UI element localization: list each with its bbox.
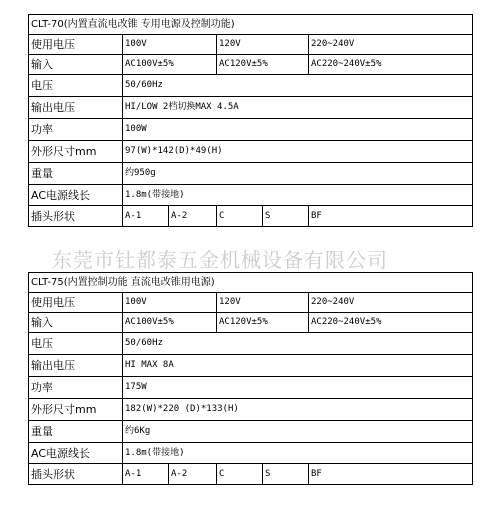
- voltage-cell: 100V: [123, 293, 217, 313]
- frequency-label: 电压: [29, 333, 123, 355]
- plug-cell: BF: [309, 464, 473, 485]
- company-watermark: 东莞市钍都泰五金机械设备有限公司: [52, 248, 388, 272]
- frequency-value: 50/60Hz: [123, 75, 473, 97]
- output-label: 输出电压: [29, 355, 123, 377]
- input-cell: AC100V±5%: [123, 313, 217, 333]
- table-title: CLT-75(内置控制功能 直流电改锥用电源): [29, 273, 473, 293]
- weight-label: 重量: [29, 421, 123, 443]
- voltage-cell: 220~240V: [309, 35, 473, 55]
- plug-cell: S: [263, 464, 309, 485]
- plug-cell: BF: [309, 206, 473, 227]
- spec-table-clt-70: [28, 14, 473, 227]
- input-cell: AC100V±5%: [123, 55, 217, 75]
- power-label: 功率: [29, 377, 123, 399]
- table-title: CLT-70(内置直流电改锥 专用电源及控制功能): [29, 15, 473, 35]
- input-label: 输入: [29, 313, 123, 333]
- size-label: 外形尺寸mm: [29, 399, 123, 421]
- plug-label: 插头形状: [29, 206, 123, 227]
- plug-cell: A-2: [169, 206, 217, 227]
- plug-cell: C: [217, 206, 263, 227]
- input-cell: AC120V±5%: [217, 55, 309, 75]
- size-value: 97(W)*142(D)*49(H): [123, 141, 473, 163]
- weight-value: 约950g: [123, 163, 473, 185]
- cable-value: 1.8m(带接地): [123, 443, 473, 464]
- weight-value: 约6Kg: [123, 421, 473, 443]
- voltage-cell: 120V: [217, 293, 309, 313]
- voltage-cell: 220~240V: [309, 293, 473, 313]
- input-cell: AC220~240V±5%: [309, 313, 473, 333]
- plug-label: 插头形状: [29, 464, 123, 485]
- frequency-label: 电压: [29, 75, 123, 97]
- plug-cell: C: [217, 464, 263, 485]
- plug-cell: A-1: [123, 206, 169, 227]
- input-label: 输入: [29, 55, 123, 75]
- power-label: 功率: [29, 119, 123, 141]
- voltage-cell: 100V: [123, 35, 217, 55]
- frequency-value: 50/60Hz: [123, 333, 473, 355]
- voltage-cell: 120V: [217, 35, 309, 55]
- cable-value: 1.8m(带接地): [123, 185, 473, 206]
- output-value: HI MAX 8A: [123, 355, 473, 377]
- power-value: 100W: [123, 119, 473, 141]
- output-value: HI/LOW 2档切换MAX 4.5A: [123, 97, 473, 119]
- output-label: 输出电压: [29, 97, 123, 119]
- plug-cell: A-1: [123, 464, 169, 485]
- plug-cell: A-2: [169, 464, 217, 485]
- input-cell: AC120V±5%: [217, 313, 309, 333]
- cable-label: AC电源线长: [29, 185, 123, 206]
- size-label: 外形尺寸mm: [29, 141, 123, 163]
- voltage-label: 使用电压: [29, 293, 123, 313]
- input-cell: AC220~240V±5%: [309, 55, 473, 75]
- weight-label: 重量: [29, 163, 123, 185]
- cable-label: AC电源线长: [29, 443, 123, 464]
- plug-cell: S: [263, 206, 309, 227]
- power-value: 175W: [123, 377, 473, 399]
- voltage-label: 使用电压: [29, 35, 123, 55]
- size-value: 182(W)*220 (D)*133(H): [123, 399, 473, 421]
- spec-table-clt-75: [28, 272, 473, 485]
